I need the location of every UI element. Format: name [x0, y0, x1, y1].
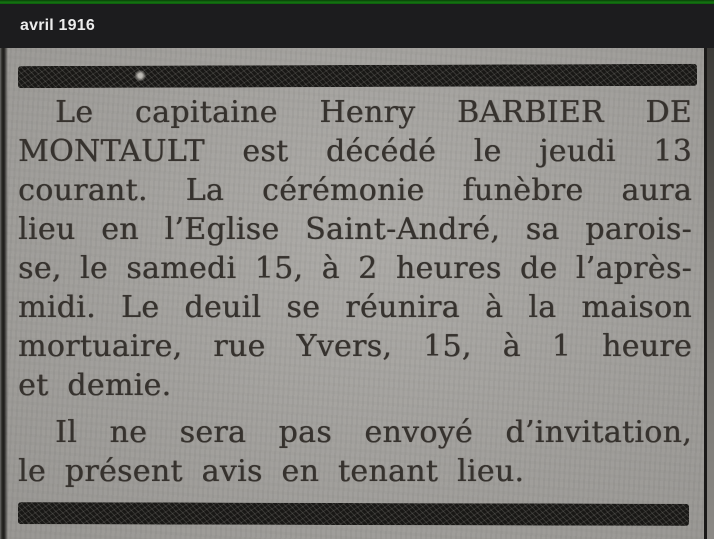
notice-word: se	[286, 290, 321, 325]
notice-line: et demie.	[18, 368, 172, 403]
notice-line	[18, 249, 697, 288]
notice-word: La	[185, 173, 225, 208]
notice-word: réunira	[345, 290, 460, 325]
notice-word: en	[101, 212, 139, 247]
notice-word: se,	[18, 251, 62, 286]
notice-word: heure	[602, 329, 692, 364]
notice-word: lieu	[18, 212, 76, 247]
notice-word: à	[502, 329, 521, 364]
notice-word: deuil	[184, 290, 262, 325]
notice-word: l’Eglise	[164, 212, 280, 247]
notice-word: à	[321, 251, 340, 286]
notice-word: capitaine	[134, 95, 278, 130]
notice-line	[18, 413, 697, 452]
notice-word: sa	[525, 212, 560, 247]
notice-word: Saint-André,	[305, 212, 501, 247]
notice-line	[18, 132, 697, 171]
notice-word: Yvers,	[296, 329, 393, 364]
obituary-clipping	[8, 48, 701, 539]
notice-word: 1	[551, 329, 572, 364]
notice-word: pas	[278, 415, 332, 450]
notice-word: Le	[55, 95, 94, 130]
notice-word: 15,	[254, 251, 304, 286]
notice-word: BARBIER	[457, 95, 604, 130]
notice-word: Henry	[319, 95, 416, 130]
notice-word: est	[242, 134, 289, 169]
notice-line	[18, 93, 697, 132]
notice-word: ne	[109, 415, 148, 450]
notice-word: jeudi	[539, 134, 616, 169]
scan-right-edge	[704, 48, 714, 539]
notice-word: d’invitation,	[505, 415, 692, 450]
notice-line	[18, 171, 697, 210]
notice-word: courant.	[18, 173, 148, 208]
notice-word: midi.	[18, 290, 96, 325]
notice-word: rue	[213, 329, 266, 364]
page-title: avril 1916	[20, 17, 95, 34]
notice-line	[18, 288, 697, 327]
notice-line	[18, 210, 697, 249]
notice-word: le	[79, 251, 108, 286]
notice-word: parois-	[585, 212, 692, 247]
notice-word: à	[484, 290, 504, 325]
notice-word: Le	[120, 290, 160, 325]
notice-word: de	[519, 251, 558, 286]
notice-word: maison	[581, 290, 692, 325]
notice-line	[18, 327, 697, 366]
notice-word: le	[473, 134, 502, 169]
notice-word: sera	[179, 415, 247, 450]
top-rule	[18, 64, 697, 88]
scan-left-edge	[0, 48, 8, 539]
notice-word: heures	[395, 251, 502, 286]
notice-word: 15,	[423, 329, 472, 364]
notice-word: la	[528, 290, 557, 325]
obituary-text	[18, 93, 697, 491]
notice-word: samedi	[126, 251, 237, 286]
notice-word: l’après-	[575, 251, 692, 286]
notice-word: DE	[645, 95, 692, 130]
newspaper-scan-viewport[interactable]	[0, 48, 714, 539]
notice-word: 13	[653, 134, 692, 169]
notice-word: funèbre	[462, 173, 584, 208]
notice-word: décédé	[325, 134, 437, 169]
notice-line: le présent avis en tenant lieu.	[18, 454, 525, 489]
notice-word: Il	[55, 415, 78, 450]
notice-word: cérémonie	[262, 173, 425, 208]
header-bar	[0, 4, 714, 48]
notice-word: aura	[621, 173, 692, 208]
notice-word: MONTAULT	[18, 134, 205, 169]
notice-word: mortuaire,	[18, 329, 183, 364]
bottom-rule	[18, 502, 689, 526]
notice-word: envoyé	[364, 415, 473, 450]
notice-word: 2	[358, 251, 378, 286]
